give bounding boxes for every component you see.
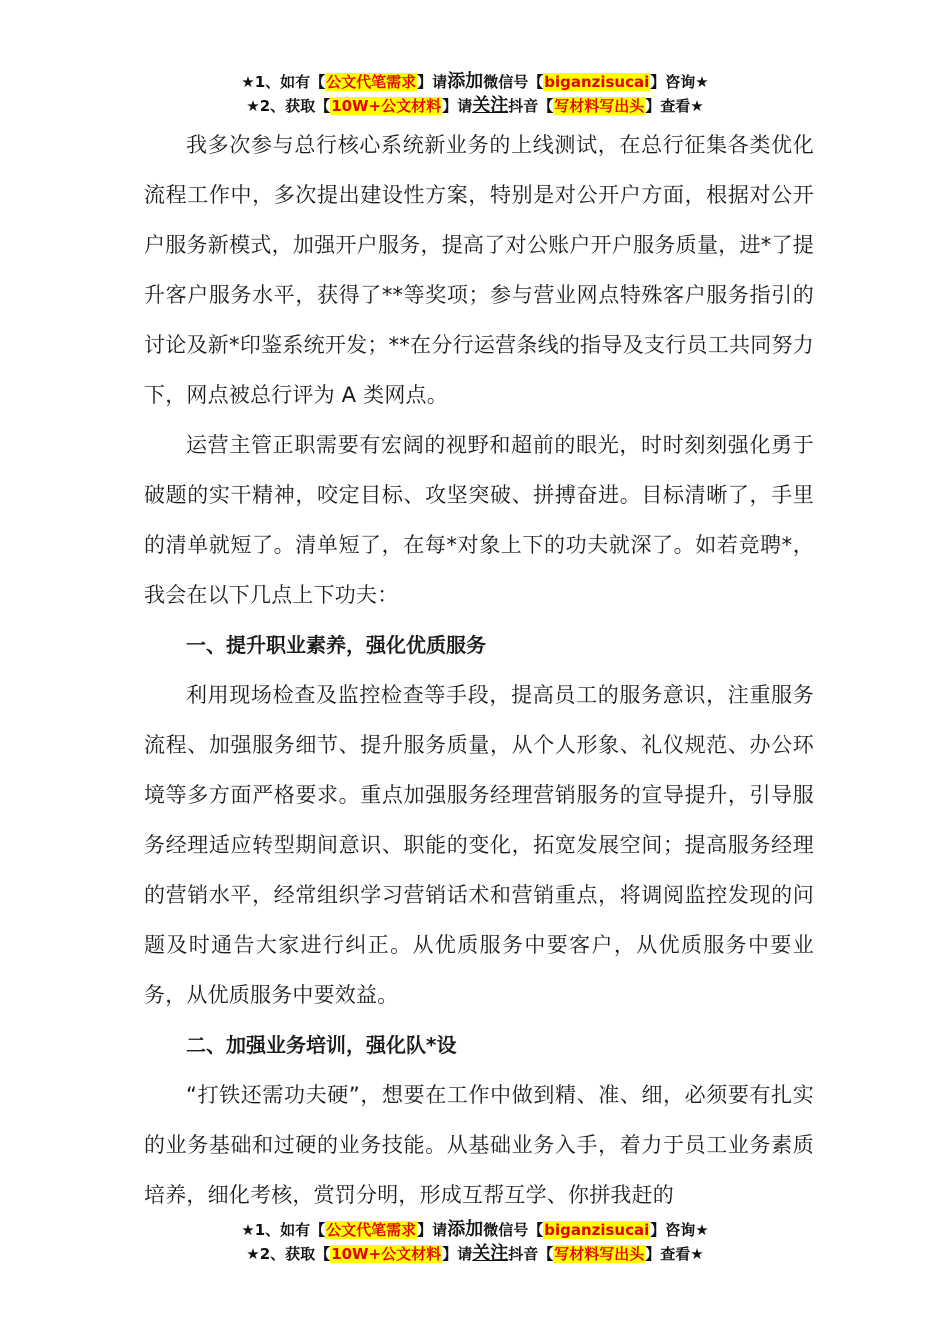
banner-text: 】咨询★ xyxy=(650,1221,709,1239)
banner-highlight: 公文代笔需求 xyxy=(326,1221,417,1239)
banner-highlight: 10W+公文材料 xyxy=(331,97,442,115)
banner-highlight: 10W+公文材料 xyxy=(331,1245,442,1263)
banner-highlight: 公文代笔需求 xyxy=(326,73,417,91)
banner-line-1 xyxy=(0,1218,950,1242)
body-paragraph: 我多次参与总行核心系统新业务的上线测试，在总行征集各类优化流程工作中，多次提出建设性方案，特别是对公开户方面，根据对公开户服务新模式，加强开户服务，提高了对公账户开户服务质量，进*了提升客户服务水平，获得了**等奖项；参与营业网点特殊客户服务指引的讨论及新*印鉴系统开发；**在分行运营条线的指导及支行员工共同努力下，网点被总行评为 A 类网点。 xyxy=(144,133,814,407)
banner-text: ★2、获取【 xyxy=(246,1245,331,1263)
banner-line-2 xyxy=(0,94,950,118)
footer-banner xyxy=(0,1218,950,1266)
banner-line-2 xyxy=(0,1242,950,1266)
banner-text: 抖音【 xyxy=(508,1245,554,1263)
banner-text: ★1、如有【 xyxy=(241,73,326,91)
banner-emphasis: 添加 xyxy=(447,1219,484,1240)
banner-highlight: biganzisucai xyxy=(544,1221,650,1239)
banner-text: 微信号【 xyxy=(483,1221,544,1239)
body-paragraph: 利用现场检查及监控检查等手段，提高员工的服务意识，注重服务流程、加强服务细节、提升服务质量，从个人形象、礼仪规范、办公环境等多方面严格要求。重点加强服务经理营销服务的宣导提升，引导服务经理适应转型期间意识、职能的变化，拓宽发展空间；提高服务经理的营销水平，经常组织学习营销话术和营销重点，将调阅监控发现的问题及时通告大家进行纠正。从优质服务中要客户，从优质服务中要业务，从优质服务中要效益。 xyxy=(144,683,814,1007)
banner-text: 微信号【 xyxy=(483,73,544,91)
banner-highlight: biganzisucai xyxy=(544,73,650,91)
banner-text: ★1、如有【 xyxy=(241,1221,326,1239)
banner-emphasis: 关注 xyxy=(472,1243,509,1264)
body-paragraph: “打铁还需功夫硬”，想要在工作中做到精、准、细，必须要有扎实的业务基础和过硬的业务技能。从基础业务入手，着力于员工业务素质培养，细化考核，赏罚分明，形成互帮互学、你拼我赶的 xyxy=(144,1083,814,1207)
banner-text: 】查看★ xyxy=(645,97,704,115)
banner-highlight: 写材料写出头 xyxy=(554,97,645,115)
banner-text: ★2、获取【 xyxy=(246,97,331,115)
document-body xyxy=(144,120,814,1220)
header-banner xyxy=(0,70,950,118)
banner-highlight: 写材料写出头 xyxy=(554,1245,645,1263)
banner-text: 】查看★ xyxy=(645,1245,704,1263)
banner-text: 】请 xyxy=(442,1245,473,1263)
section-heading: 一、提升职业素养，强化优质服务 xyxy=(186,633,486,657)
banner-line-1 xyxy=(0,70,950,94)
banner-text: 】请 xyxy=(417,73,448,91)
body-paragraph: 运营主管正职需要有宏阔的视野和超前的眼光，时时刻刻强化勇于破题的实干精神，咬定目标、攻坚突破、拼搏奋进。目标清晰了，手里的清单就短了。清单短了，在每*对象上下的功夫就深了。如若竞聘*，我会在以下几点上下功夫： xyxy=(144,433,814,607)
banner-text: 抖音【 xyxy=(508,97,554,115)
banner-emphasis: 关注 xyxy=(472,95,509,116)
banner-text: 】请 xyxy=(442,97,473,115)
section-heading: 二、加强业务培训，强化队*设 xyxy=(186,1033,457,1057)
banner-text: 】请 xyxy=(417,1221,448,1239)
banner-emphasis: 添加 xyxy=(447,71,484,92)
banner-text: 】咨询★ xyxy=(650,73,709,91)
